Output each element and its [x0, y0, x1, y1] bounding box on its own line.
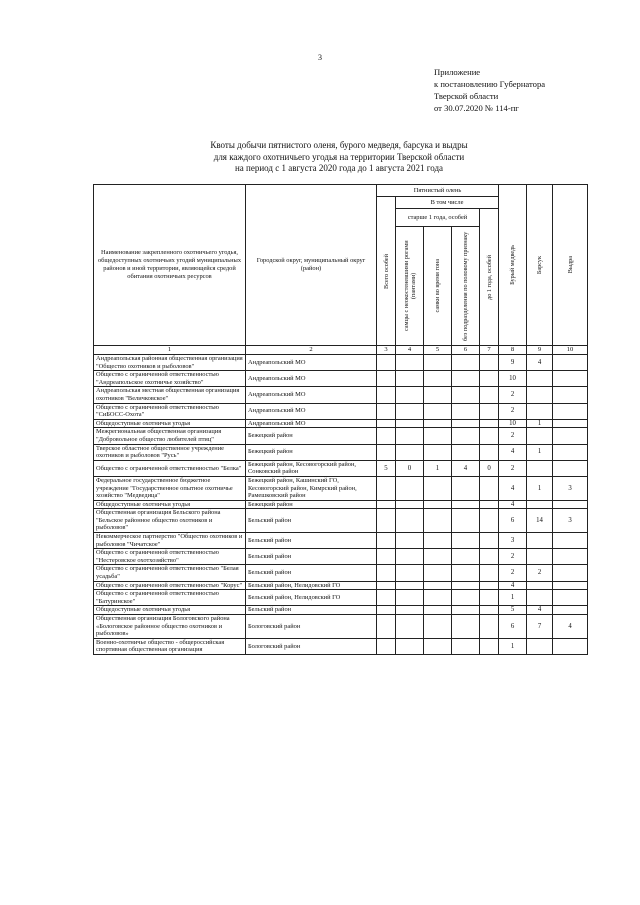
quota-cell-c8: 2: [499, 387, 527, 403]
hunting-ground-name: Общество с ограниченной ответственностью "Белая усадьба": [94, 565, 246, 581]
quota-cell-c3: [377, 387, 396, 403]
hunting-ground-name: Общедоступные охотничьи угодья: [94, 419, 246, 428]
quota-cell-c6: 4: [452, 460, 480, 476]
quota-cell-c5: [424, 581, 452, 590]
quota-cell-c3: [377, 444, 396, 460]
quota-cell-c5: [424, 428, 452, 444]
quota-cell-c9: 1: [527, 476, 553, 500]
quota-cell-c4: [396, 476, 424, 500]
quota-cell-c10: [553, 606, 588, 615]
column-number-row: [94, 346, 588, 355]
table-row: [94, 428, 588, 444]
quota-cell-c4: [396, 549, 424, 565]
district-cell: Бологовский район: [246, 638, 377, 654]
quota-cell-c5: [424, 606, 452, 615]
quota-cell-c7: [480, 500, 499, 509]
district-cell: Бологовский район: [246, 615, 377, 639]
header-spotted-deer: Пятнистый олень: [377, 185, 499, 197]
quota-cell-c6: [452, 428, 480, 444]
table-row: [94, 500, 588, 509]
quota-cell-c4: [396, 428, 424, 444]
quota-table: [93, 184, 588, 655]
appendix-block: [434, 66, 545, 114]
district-cell: Андреапольский МО: [246, 419, 377, 428]
header-under-1-label: до 1 года, особей: [485, 254, 493, 300]
quota-cell-c8: 2: [499, 565, 527, 581]
district-cell: Бельский район, Нелидовский ГО: [246, 590, 377, 606]
quota-cell-c9: 4: [527, 355, 553, 371]
quota-cell-c10: [553, 460, 588, 476]
quota-cell-c9: 2: [527, 565, 553, 581]
quota-cell-c8: 2: [499, 549, 527, 565]
header-total: [377, 197, 396, 346]
quota-cell-c5: [424, 419, 452, 428]
quota-cell-c9: [527, 387, 553, 403]
quota-cell-c7: [480, 387, 499, 403]
header-older-1: старше 1 года, особей: [396, 209, 480, 227]
quota-cell-c9: [527, 581, 553, 590]
header-males-horned-label: самцы с неокостеневшими рогами (пантами): [402, 240, 417, 332]
quota-cell-c5: [424, 565, 452, 581]
quota-cell-c3: [377, 549, 396, 565]
district-cell: Андреапольский МО: [246, 355, 377, 371]
quota-cell-c9: [527, 533, 553, 549]
quota-cell-c8: 4: [499, 500, 527, 509]
quota-cell-c8: 9: [499, 355, 527, 371]
quota-cell-c10: [553, 638, 588, 654]
page-number: 3: [318, 53, 322, 62]
quota-cell-c4: [396, 419, 424, 428]
quota-cell-c5: [424, 403, 452, 419]
header-no-sex-split-label: без подразделения по половому признаку: [462, 231, 469, 341]
quota-cell-c10: [553, 581, 588, 590]
quota-cell-c3: [377, 500, 396, 509]
quota-cell-c5: [424, 638, 452, 654]
quota-cell-c10: [553, 565, 588, 581]
quota-cell-c10: [553, 355, 588, 371]
table-row: [94, 371, 588, 387]
quota-cell-c5: [424, 590, 452, 606]
quota-cell-c10: [553, 419, 588, 428]
quota-cell-c7: [480, 615, 499, 639]
table-row: [94, 533, 588, 549]
quota-cell-c7: 0: [480, 460, 499, 476]
quota-cell-c6: [452, 403, 480, 419]
quota-cell-c8: 1: [499, 638, 527, 654]
hunting-ground-name: Общество с ограниченной ответственностью "Батуринское": [94, 590, 246, 606]
quota-cell-c10: [553, 533, 588, 549]
table-row: [94, 638, 588, 654]
column-number: 1: [94, 346, 246, 355]
table-row: [94, 355, 588, 371]
header-district: Городской округ, муниципальный округ (район): [246, 185, 377, 346]
quota-cell-c9: [527, 460, 553, 476]
district-cell: Андреапольский МО: [246, 403, 377, 419]
table-row: [94, 606, 588, 615]
quota-cell-c8: 4: [499, 581, 527, 590]
quota-cell-c8: 2: [499, 403, 527, 419]
table-row: [94, 460, 588, 476]
title-line: на период с 1 августа 2020 года до 1 августа 2021 года: [234, 163, 444, 173]
appendix-line: к постановлению Губернатора: [434, 79, 546, 89]
quota-cell-c3: [377, 638, 396, 654]
quota-cell-c3: [377, 615, 396, 639]
quota-cell-c10: [553, 403, 588, 419]
quota-cell-c9: [527, 371, 553, 387]
column-number: 8: [499, 346, 527, 355]
hunting-ground-name: Межрегиональная общественная организация "Добровольное общество любителей птиц": [94, 428, 246, 444]
quota-cell-c4: [396, 403, 424, 419]
hunting-ground-name: Общество с ограниченной ответственностью "Андреапольское охотничье хозяйство": [94, 371, 246, 387]
quota-cell-c10: [553, 500, 588, 509]
quota-cell-c3: [377, 581, 396, 590]
quota-cell-c7: [480, 590, 499, 606]
quota-cell-c4: 0: [396, 460, 424, 476]
quota-cell-c9: 7: [527, 615, 553, 639]
table-row: [94, 581, 588, 590]
header-otter: [553, 185, 588, 346]
quota-cell-c6: [452, 355, 480, 371]
table-row: [94, 565, 588, 581]
quota-cell-c4: [396, 444, 424, 460]
quota-cell-c9: [527, 590, 553, 606]
table-row: [94, 615, 588, 639]
quota-cell-c6: [452, 565, 480, 581]
quota-cell-c6: [452, 444, 480, 460]
quota-cell-c6: [452, 509, 480, 533]
hunting-ground-name: Общество с ограниченной ответственностью "СиБОСС-Охота": [94, 403, 246, 419]
quota-cell-c4: [396, 533, 424, 549]
header-no-sex-split: [452, 227, 480, 346]
quota-cell-c4: [396, 581, 424, 590]
district-cell: Бельский район: [246, 533, 377, 549]
quota-cell-c8: 6: [499, 509, 527, 533]
quota-cell-c6: [452, 500, 480, 509]
quota-cell-c3: [377, 606, 396, 615]
quota-cell-c4: [396, 565, 424, 581]
hunting-ground-name: Общественная организация Бельского района "Бельское районное общество охотников и рыболовов": [94, 509, 246, 533]
column-number: 5: [424, 346, 452, 355]
quota-cell-c5: [424, 500, 452, 509]
header-total-label: Всего особей: [382, 253, 390, 289]
quota-cell-c3: [377, 509, 396, 533]
document-title: [0, 140, 640, 175]
quota-cell-c8: 2: [499, 460, 527, 476]
quota-cell-c4: [396, 355, 424, 371]
quota-cell-c9: 14: [527, 509, 553, 533]
quota-cell-c5: [424, 615, 452, 639]
quota-cell-c8: 4: [499, 476, 527, 500]
quota-cell-c10: [553, 371, 588, 387]
quota-cell-c3: [377, 419, 396, 428]
quota-cell-c10: 3: [553, 476, 588, 500]
hunting-ground-name: Общедоступные охотничьи угодья: [94, 500, 246, 509]
quota-cell-c10: 4: [553, 615, 588, 639]
header-badger: [527, 185, 553, 346]
quota-cell-c7: [480, 444, 499, 460]
table-row: [94, 476, 588, 500]
quota-cell-c3: [377, 355, 396, 371]
quota-cell-c6: [452, 606, 480, 615]
quota-cell-c9: [527, 638, 553, 654]
quota-cell-c7: [480, 403, 499, 419]
quota-cell-c4: [396, 387, 424, 403]
quota-cell-c4: [396, 500, 424, 509]
quota-table-body: [94, 355, 588, 655]
title-line: Квоты добычи пятнистого оленя, бурого медведя, барсука и выдры: [210, 140, 468, 150]
table-row: [94, 387, 588, 403]
hunting-ground-name: Андреапольская районная общественная организация "Общество охотников и рыболовов": [94, 355, 246, 371]
column-number: 3: [377, 346, 396, 355]
district-cell: Бельский район: [246, 606, 377, 615]
quota-cell-c5: [424, 387, 452, 403]
table-row: [94, 444, 588, 460]
quota-cell-c5: [424, 476, 452, 500]
table-row: [94, 403, 588, 419]
quota-cell-c7: [480, 419, 499, 428]
column-number: 10: [553, 346, 588, 355]
quota-cell-c3: 5: [377, 460, 396, 476]
quota-cell-c7: [480, 355, 499, 371]
hunting-ground-name: Общество с ограниченной ответственностью "Корус": [94, 581, 246, 590]
quota-cell-c7: [480, 509, 499, 533]
quota-cell-c3: [377, 403, 396, 419]
hunting-ground-name: Некоммерческое партнерство "Общество охотников и рыболовов "Чичатское": [94, 533, 246, 549]
header-brown-bear-label: Бурый медведь: [509, 245, 517, 285]
district-cell: Бельский район: [246, 565, 377, 581]
quota-cell-c8: 2: [499, 428, 527, 444]
header-name: Наименование закрепленного охотничьего угодья, общедоступных охотничьих угодий муниципальных районов и иной территории, являющейся средой обитания охотничьих ресурсов: [94, 185, 246, 346]
quota-cell-c6: [452, 615, 480, 639]
quota-cell-c9: 4: [527, 606, 553, 615]
quota-cell-c7: [480, 638, 499, 654]
quota-cell-c10: [553, 444, 588, 460]
quota-cell-c4: [396, 615, 424, 639]
quota-cell-c7: [480, 565, 499, 581]
column-number: 2: [246, 346, 377, 355]
hunting-ground-name: Общество с ограниченной ответственностью "Белка": [94, 460, 246, 476]
quota-cell-c9: [527, 428, 553, 444]
quota-cell-c3: [377, 428, 396, 444]
quota-cell-c6: [452, 590, 480, 606]
quota-cell-c7: [480, 549, 499, 565]
column-number: 9: [527, 346, 553, 355]
quota-cell-c10: [553, 549, 588, 565]
quota-cell-c8: 6: [499, 615, 527, 639]
district-cell: Бельский район, Нелидовский ГО: [246, 581, 377, 590]
quota-cell-c5: 1: [424, 460, 452, 476]
quota-cell-c4: [396, 638, 424, 654]
quota-cell-c6: [452, 387, 480, 403]
district-cell: Андреапольский МО: [246, 387, 377, 403]
hunting-ground-name: Военно-охотничье общество - общероссийская спортивная общественная организация: [94, 638, 246, 654]
appendix-line: от 30.07.2020 № 114-пг: [434, 103, 519, 113]
quota-cell-c8: 1: [499, 590, 527, 606]
quota-cell-c8: 4: [499, 444, 527, 460]
quota-cell-c5: [424, 371, 452, 387]
district-cell: Бежецкий район: [246, 428, 377, 444]
table-row: [94, 419, 588, 428]
quota-cell-c4: [396, 590, 424, 606]
hunting-ground-name: Тверское областное общественное учреждение охотников и рыболовов "Русь": [94, 444, 246, 460]
quota-cell-c8: 5: [499, 606, 527, 615]
column-number: 6: [452, 346, 480, 355]
column-number: 4: [396, 346, 424, 355]
hunting-ground-name: Общество с ограниченной ответственностью "Нестеровское охотхозяйство": [94, 549, 246, 565]
quota-cell-c5: [424, 444, 452, 460]
quota-cell-c9: [527, 403, 553, 419]
quota-cell-c9: [527, 500, 553, 509]
quota-cell-c3: [377, 476, 396, 500]
quota-cell-c8: 10: [499, 419, 527, 428]
quota-cell-c5: [424, 549, 452, 565]
header-females-calving-label: самки во время гона: [434, 259, 441, 313]
district-cell: Бежецкий район: [246, 444, 377, 460]
quota-cell-c6: [452, 419, 480, 428]
district-cell: Бельский район: [246, 509, 377, 533]
hunting-ground-name: Федеральное государственное бюджетное учреждение "Государственное опытное охотничье хозяйство "Медведица": [94, 476, 246, 500]
quota-cell-c10: [553, 590, 588, 606]
header-badger-label: Барсук: [536, 255, 544, 275]
quota-cell-c8: 10: [499, 371, 527, 387]
quota-cell-c6: [452, 533, 480, 549]
quota-cell-c9: 1: [527, 419, 553, 428]
quota-cell-c10: [553, 387, 588, 403]
quota-cell-c3: [377, 565, 396, 581]
quota-cell-c7: [480, 476, 499, 500]
quota-cell-c5: [424, 509, 452, 533]
quota-cell-c6: [452, 549, 480, 565]
quota-cell-c3: [377, 371, 396, 387]
quota-cell-c7: [480, 606, 499, 615]
column-number: 7: [480, 346, 499, 355]
quota-cell-c6: [452, 581, 480, 590]
district-cell: Бежецкий район, Кесовогорский район, Сонковский район: [246, 460, 377, 476]
quota-cell-c10: 3: [553, 509, 588, 533]
header-including: В том числе: [396, 197, 499, 209]
district-cell: Бежецкий район: [246, 500, 377, 509]
quota-cell-c8: 3: [499, 533, 527, 549]
quota-cell-c4: [396, 509, 424, 533]
title-line: для каждого охотничьего угодья на территории Тверской области: [213, 151, 465, 162]
header-otter-label: Выдра: [566, 256, 574, 274]
district-cell: Андреапольский МО: [246, 371, 377, 387]
header-brown-bear: [499, 185, 527, 346]
quota-cell-c9: 1: [527, 444, 553, 460]
header-males-horned: [396, 227, 424, 346]
appendix-line: Тверской области: [434, 91, 499, 101]
quota-cell-c7: [480, 533, 499, 549]
district-cell: Бежецкий район, Кашинский ГО, Кесовогорский район, Кимрский район, Рамешковский район: [246, 476, 377, 500]
quota-cell-c9: [527, 549, 553, 565]
quota-cell-c10: [553, 428, 588, 444]
quota-cell-c5: [424, 533, 452, 549]
quota-cell-c3: [377, 533, 396, 549]
appendix-line: Приложение: [434, 67, 481, 77]
quota-cell-c3: [377, 590, 396, 606]
quota-cell-c4: [396, 371, 424, 387]
hunting-ground-name: Общедоступные охотничьи угодья: [94, 606, 246, 615]
quota-cell-c7: [480, 428, 499, 444]
quota-cell-c7: [480, 371, 499, 387]
quota-cell-c4: [396, 606, 424, 615]
quota-cell-c7: [480, 581, 499, 590]
quota-cell-c6: [452, 476, 480, 500]
district-cell: Бельский район: [246, 549, 377, 565]
hunting-ground-name: Андреапольская местная общественная организация охотников "Величковское": [94, 387, 246, 403]
table-row: [94, 549, 588, 565]
header-females-calving: [424, 227, 452, 346]
quota-cell-c6: [452, 638, 480, 654]
hunting-ground-name: Общественная организация Бологовского района «Бологовское районное общество охотников и рыболовов»: [94, 615, 246, 639]
quota-cell-c5: [424, 355, 452, 371]
table-row: [94, 509, 588, 533]
table-row: [94, 590, 588, 606]
header-under-1: [480, 209, 499, 346]
quota-cell-c6: [452, 371, 480, 387]
